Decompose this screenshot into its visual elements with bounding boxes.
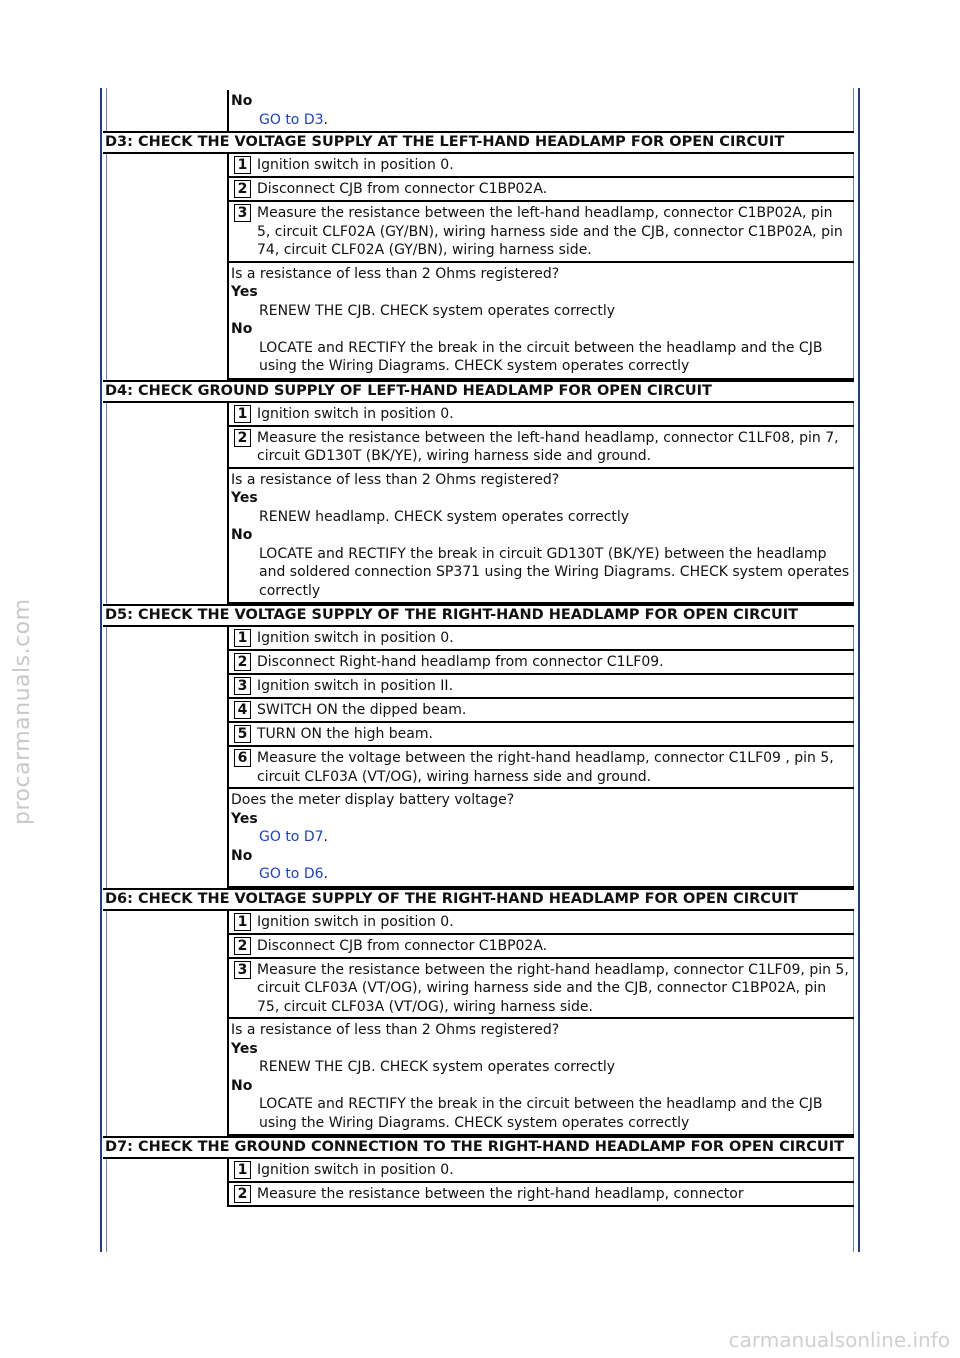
yes-go-to-link[interactable]: GO to D7 bbox=[259, 829, 324, 845]
step-text: Measure the resistance between the left-hand headlamp, connector C1BP02A, pin 5, circuit CLF02A (GY/BN), wiring harness side and the CJB, connector C1BP02A, pin 74, circuit CLF02A (GY/BN), wiring harness side. bbox=[257, 205, 843, 258]
step-number: 1 bbox=[234, 913, 251, 931]
step-row bbox=[229, 154, 854, 178]
step-number: 5 bbox=[234, 725, 251, 743]
question-text: Is a resistance of less than 2 Ohms registered? bbox=[231, 265, 560, 282]
step-text: Ignition switch in position 0. bbox=[257, 913, 454, 930]
step-text: Ignition switch in position 0. bbox=[257, 1162, 454, 1178]
step-row bbox=[229, 699, 854, 723]
question-block bbox=[229, 1019, 854, 1136]
step-number: 2 bbox=[234, 937, 251, 955]
step-row bbox=[229, 1183, 854, 1207]
yes-label: Yes bbox=[231, 284, 258, 300]
step-text: Ignition switch in position 0. bbox=[257, 405, 454, 422]
section-content bbox=[229, 1159, 854, 1207]
left-column-cell bbox=[103, 911, 229, 1137]
step-row bbox=[229, 747, 854, 789]
go-to-d3-link[interactable]: GO to D3 bbox=[259, 111, 324, 128]
question-block bbox=[229, 789, 854, 888]
step-number: 3 bbox=[234, 677, 251, 695]
step-text: TURN ON the high beam. bbox=[257, 726, 433, 742]
step-row bbox=[229, 651, 854, 675]
step-number: 1 bbox=[234, 156, 251, 174]
section-content bbox=[229, 911, 854, 1137]
step-number: 2 bbox=[234, 653, 251, 671]
step-number: 3 bbox=[234, 204, 251, 222]
step-number: 1 bbox=[234, 1161, 251, 1179]
no-label: No bbox=[231, 93, 253, 109]
side-watermark: procarmanuals.com bbox=[10, 598, 35, 825]
section-content bbox=[229, 627, 854, 888]
no-action: LOCATE and RECTIFY the break in the circuit between the headlamp and the CJB using the Wiring Diagrams. CHECK system operates correctly bbox=[259, 1096, 823, 1131]
section-header: D5: CHECK THE VOLTAGE SUPPLY OF THE RIGHT-HAND HEADLAMP FOR OPEN CIRCUIT bbox=[103, 604, 854, 627]
yes-label: Yes bbox=[231, 490, 258, 506]
step-row bbox=[229, 403, 854, 427]
bottom-watermark: carmanualsonline.info bbox=[728, 1328, 950, 1352]
step-text: Ignition switch in position 0. bbox=[257, 157, 454, 173]
section-header: D6: CHECK THE VOLTAGE SUPPLY OF THE RIGHT-HAND HEADLAMP FOR OPEN CIRCUIT bbox=[103, 888, 854, 911]
diagnostic-document bbox=[103, 90, 854, 1207]
step-row bbox=[229, 427, 854, 469]
question-block bbox=[229, 469, 854, 605]
section-body bbox=[103, 154, 854, 380]
question-text: Is a resistance of less than 2 Ohms registered? bbox=[231, 1022, 560, 1038]
step-row bbox=[229, 935, 854, 959]
step-number: 2 bbox=[234, 429, 251, 447]
yes-label: Yes bbox=[231, 1040, 258, 1057]
yes-action: RENEW headlamp. CHECK system operates correctly bbox=[259, 508, 630, 525]
left-border-line bbox=[100, 88, 102, 1252]
no-action bbox=[231, 865, 850, 884]
yes-action: RENEW THE CJB. CHECK system operates correctly bbox=[259, 302, 616, 319]
no-action: LOCATE and RECTIFY the break in the circuit between the headlamp and the CJB using the Wiring Diagrams. CHECK system operates correctly bbox=[259, 339, 823, 374]
step-number: 3 bbox=[234, 961, 251, 979]
step-number: 4 bbox=[234, 701, 251, 719]
step-row bbox=[229, 178, 854, 202]
step-number: 1 bbox=[234, 629, 251, 647]
top-continuation-row bbox=[103, 90, 854, 131]
step-row bbox=[229, 675, 854, 699]
step-text: Ignition switch in position 0. bbox=[257, 630, 454, 646]
top-continuation bbox=[229, 90, 854, 131]
step-text: Measure the resistance between the right-hand headlamp, connector C1LF09, pin 5, circuit CLF03A (VT/OG), wiring harness side and the CJB, connector C1BP02A, pin 75, circuit CLF03A (VT/OG), wiring harness side. bbox=[257, 961, 849, 1015]
step-number: 2 bbox=[234, 180, 251, 198]
section-content bbox=[229, 403, 854, 605]
section-body bbox=[103, 1159, 854, 1207]
question-text: Does the meter display battery voltage? bbox=[231, 792, 515, 808]
step-number: 6 bbox=[234, 749, 251, 767]
step-text: Disconnect CJB from connector C1BP02A. bbox=[257, 937, 548, 954]
yes-label: Yes bbox=[231, 810, 258, 827]
no-suffix: . bbox=[323, 866, 328, 882]
yes-action: RENEW THE CJB. CHECK system operates correctly bbox=[259, 1059, 616, 1075]
step-row bbox=[229, 202, 854, 263]
section-header: D7: CHECK THE GROUND CONNECTION TO THE RIGHT-HAND HEADLAMP FOR OPEN CIRCUIT bbox=[103, 1136, 854, 1159]
step-text: SWITCH ON the dipped beam. bbox=[257, 702, 467, 718]
left-column-cell bbox=[103, 90, 229, 131]
yes-suffix: . bbox=[323, 829, 328, 845]
left-column-cell bbox=[103, 1159, 229, 1207]
step-text: Measure the resistance between the right-hand headlamp, connector bbox=[257, 1186, 744, 1202]
no-label: No bbox=[231, 321, 253, 337]
yes-action bbox=[231, 828, 850, 847]
step-text: Disconnect Right-hand headlamp from connector C1LF09. bbox=[257, 654, 664, 670]
step-row bbox=[229, 627, 854, 651]
step-row bbox=[229, 723, 854, 747]
no-action: LOCATE and RECTIFY the break in circuit GD130T (BK/YE) between the headlamp and soldered connection SP371 using the Wiring Diagrams. CHECK system operates correctly bbox=[259, 545, 850, 599]
no-action: GO to D3. bbox=[259, 111, 328, 128]
section-header: D4: CHECK GROUND SUPPLY OF LEFT-HAND HEADLAMP FOR OPEN CIRCUIT bbox=[103, 380, 854, 403]
section-content bbox=[229, 154, 854, 380]
step-row bbox=[229, 959, 854, 1020]
left-column-cell bbox=[103, 154, 229, 380]
left-column-cell bbox=[103, 627, 229, 888]
right-border-line bbox=[858, 88, 860, 1252]
left-column-cell bbox=[103, 403, 229, 605]
section-body bbox=[103, 627, 854, 888]
section-header: D3: CHECK THE VOLTAGE SUPPLY AT THE LEFT-HAND HEADLAMP FOR OPEN CIRCUIT bbox=[103, 131, 854, 154]
section-body bbox=[103, 911, 854, 1137]
step-number: 2 bbox=[234, 1185, 251, 1203]
no-label: No bbox=[231, 847, 253, 864]
step-text: Ignition switch in position II. bbox=[257, 678, 454, 694]
step-number: 1 bbox=[234, 405, 251, 423]
question-block bbox=[229, 263, 854, 380]
no-label: No bbox=[231, 1077, 253, 1094]
step-text: Measure the resistance between the left-hand headlamp, connector C1LF08, pin 7, circuit GD130T (BK/YE), wiring harness side and ground. bbox=[257, 429, 839, 464]
step-row bbox=[229, 911, 854, 935]
section-body bbox=[103, 403, 854, 605]
sections-container bbox=[103, 131, 854, 1207]
step-text: Disconnect CJB from connector C1BP02A. bbox=[257, 181, 548, 197]
no-label: No bbox=[231, 527, 253, 543]
question-text: Is a resistance of less than 2 Ohms registered? bbox=[231, 471, 560, 488]
step-text: Measure the voltage between the right-hand headlamp, connector C1LF09 , pin 5, circuit CLF03A (VT/OG), wiring harness side and ground. bbox=[257, 750, 834, 785]
step-row bbox=[229, 1159, 854, 1183]
no-go-to-link[interactable]: GO to D6 bbox=[259, 866, 324, 882]
